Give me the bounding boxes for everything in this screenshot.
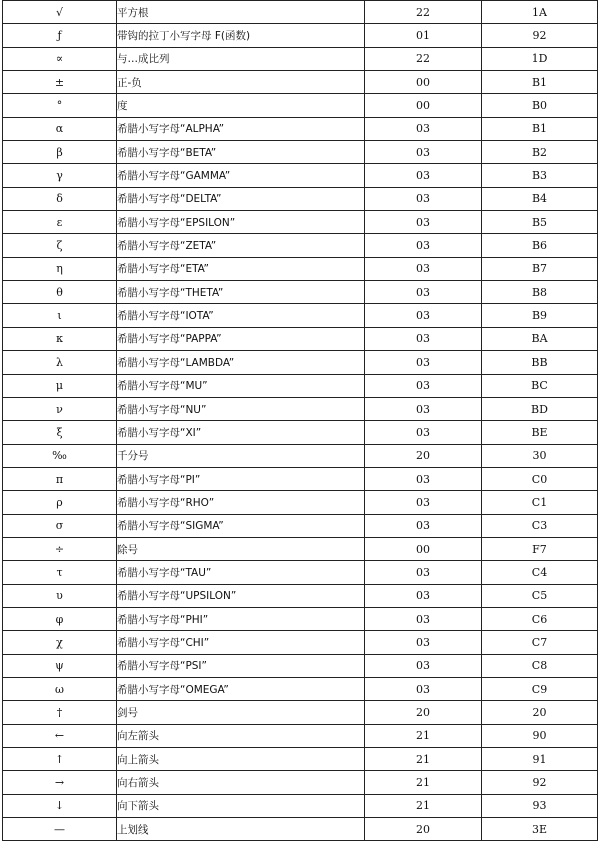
symbol-cell: η [3,257,117,280]
code-low-cell: 93 [482,794,598,817]
table-row [3,47,598,70]
code-low-cell: C9 [482,677,598,700]
table-row [3,164,598,187]
code-high-cell: 01 [365,24,482,47]
description-cell: 希腊小写字母“ETA” [117,257,365,280]
description-cell: 希腊小写字母“PAPPA” [117,327,365,350]
symbol-code-table [2,0,598,841]
symbol-cell: ± [3,71,117,94]
symbol-cell: ζ [3,234,117,257]
code-low-cell: 91 [482,748,598,771]
description-cell: 与…成比列 [117,47,365,70]
table-row [3,724,598,747]
table-row [3,467,598,490]
code-low-cell: C4 [482,561,598,584]
description-cell: 除号 [117,537,365,560]
description-cell: 向下箭头 [117,794,365,817]
symbol-cell: φ [3,607,117,630]
code-low-cell: 1A [482,1,598,24]
code-low-cell: 30 [482,444,598,467]
description-cell: 希腊小写字母“EPSILON” [117,211,365,234]
code-low-cell: B1 [482,71,598,94]
symbol-cell: ρ [3,491,117,514]
code-low-cell: BC [482,374,598,397]
code-high-cell: 03 [365,281,482,304]
description-cell: 带钩的拉丁小写字母 F(函数) [117,24,365,47]
code-high-cell: 03 [365,257,482,280]
code-high-cell: 03 [365,397,482,420]
table-row [3,24,598,47]
code-low-cell: F7 [482,537,598,560]
table-row [3,71,598,94]
symbol-cell: χ [3,631,117,654]
code-high-cell: 20 [365,444,482,467]
table-row [3,281,598,304]
description-cell: 希腊小写字母“TAU” [117,561,365,584]
code-high-cell: 03 [365,211,482,234]
code-high-cell: 22 [365,47,482,70]
code-high-cell: 03 [365,654,482,677]
description-cell: 希腊小写字母“ZETA” [117,234,365,257]
table-row [3,444,598,467]
table-row [3,421,598,444]
symbol-cell: ω [3,677,117,700]
code-high-cell: 00 [365,71,482,94]
symbol-cell: ƒ [3,24,117,47]
code-high-cell: 03 [365,421,482,444]
table-row [3,351,598,374]
description-cell: 希腊小写字母“DELTA” [117,187,365,210]
code-low-cell: BE [482,421,598,444]
symbol-cell: π [3,467,117,490]
description-cell: 希腊小写字母“BETA” [117,141,365,164]
symbol-cell: ↓ [3,794,117,817]
description-cell: 正-负 [117,71,365,94]
description-cell: 希腊小写字母“GAMMA” [117,164,365,187]
code-high-cell: 03 [365,561,482,584]
table-row [3,748,598,771]
symbol-cell: δ [3,187,117,210]
code-low-cell: 3E [482,818,598,841]
table-row [3,1,598,24]
symbol-cell: ÷ [3,537,117,560]
code-low-cell: 20 [482,701,598,724]
table-row [3,304,598,327]
description-cell: 上划线 [117,818,365,841]
description-cell: 向左箭头 [117,724,365,747]
table-row [3,607,598,630]
code-high-cell: 03 [365,374,482,397]
description-cell: 希腊小写字母“PSI” [117,654,365,677]
code-low-cell: BB [482,351,598,374]
table-row [3,654,598,677]
code-high-cell: 03 [365,584,482,607]
code-low-cell: C8 [482,654,598,677]
code-high-cell: 03 [365,117,482,140]
symbol-cell: ° [3,94,117,117]
table-row [3,374,598,397]
description-cell: 平方根 [117,1,365,24]
table-row [3,94,598,117]
code-low-cell: 92 [482,771,598,794]
description-cell: 希腊小写字母“NU” [117,397,365,420]
table-row [3,631,598,654]
code-high-cell: 20 [365,701,482,724]
symbol-cell: υ [3,584,117,607]
symbol-cell: ← [3,724,117,747]
code-high-cell: 03 [365,187,482,210]
code-low-cell: B8 [482,281,598,304]
table-body [3,1,598,841]
symbol-cell: θ [3,281,117,304]
description-cell: 度 [117,94,365,117]
symbol-cell: ‰ [3,444,117,467]
code-high-cell: 03 [365,327,482,350]
description-cell: 希腊小写字母“LAMBDA” [117,351,365,374]
symbol-cell: ψ [3,654,117,677]
code-high-cell: 21 [365,724,482,747]
code-low-cell: B3 [482,164,598,187]
symbol-cell: ξ [3,421,117,444]
code-low-cell: C1 [482,491,598,514]
description-cell: 希腊小写字母“SIGMA” [117,514,365,537]
code-high-cell: 03 [365,677,482,700]
symbol-cell: τ [3,561,117,584]
code-low-cell: 1D [482,47,598,70]
table-row [3,677,598,700]
table-row [3,117,598,140]
description-cell: 希腊小写字母“PHI” [117,607,365,630]
code-high-cell: 03 [365,514,482,537]
symbol-cell: → [3,771,117,794]
code-high-cell: 03 [365,607,482,630]
code-high-cell: 21 [365,794,482,817]
code-high-cell: 20 [365,818,482,841]
code-low-cell: C6 [482,607,598,630]
code-high-cell: 03 [365,304,482,327]
table-row [3,584,598,607]
description-cell: 希腊小写字母“CHI” [117,631,365,654]
code-high-cell: 03 [365,491,482,514]
description-cell: 希腊小写字母“PI” [117,467,365,490]
description-cell: 希腊小写字母“THETA” [117,281,365,304]
code-low-cell: 92 [482,24,598,47]
code-high-cell: 03 [365,234,482,257]
code-high-cell: 03 [365,164,482,187]
description-cell: 向上箭头 [117,748,365,771]
description-cell: 希腊小写字母“OMEGA” [117,677,365,700]
code-high-cell: 03 [365,141,482,164]
table-row [3,327,598,350]
code-low-cell: C7 [482,631,598,654]
code-low-cell: B4 [482,187,598,210]
symbol-cell: κ [3,327,117,350]
symbol-cell: μ [3,374,117,397]
code-low-cell: C5 [482,584,598,607]
table-row [3,491,598,514]
table-row [3,257,598,280]
symbol-cell: † [3,701,117,724]
code-high-cell: 21 [365,748,482,771]
symbol-cell: ∝ [3,47,117,70]
symbol-cell: β [3,141,117,164]
description-cell: 希腊小写字母“ALPHA” [117,117,365,140]
symbol-cell: ν [3,397,117,420]
description-cell: 向右箭头 [117,771,365,794]
code-high-cell: 00 [365,94,482,117]
code-high-cell: 00 [365,537,482,560]
table-row [3,211,598,234]
symbol-cell: ↑ [3,748,117,771]
symbol-cell: σ [3,514,117,537]
description-cell: 希腊小写字母“XI” [117,421,365,444]
table-row [3,187,598,210]
code-low-cell: B6 [482,234,598,257]
table-row [3,701,598,724]
table-row [3,234,598,257]
symbol-cell: λ [3,351,117,374]
symbol-cell: √ [3,1,117,24]
code-high-cell: 22 [365,1,482,24]
table-row [3,514,598,537]
code-low-cell: C0 [482,467,598,490]
code-low-cell: B7 [482,257,598,280]
description-cell: 千分号 [117,444,365,467]
code-high-cell: 21 [365,771,482,794]
code-low-cell: B9 [482,304,598,327]
code-low-cell: 90 [482,724,598,747]
table-row [3,397,598,420]
code-low-cell: C3 [482,514,598,537]
code-high-cell: 03 [365,351,482,374]
table-row [3,561,598,584]
description-cell: 希腊小写字母“UPSILON” [117,584,365,607]
symbol-cell: — [3,818,117,841]
code-low-cell: B1 [482,117,598,140]
table-row [3,818,598,841]
code-low-cell: B2 [482,141,598,164]
table-row [3,537,598,560]
description-cell: 希腊小写字母“MU” [117,374,365,397]
code-low-cell: B0 [482,94,598,117]
table-row [3,794,598,817]
description-cell: 希腊小写字母“RHO” [117,491,365,514]
symbol-cell: ι [3,304,117,327]
code-high-cell: 03 [365,631,482,654]
table-row [3,141,598,164]
code-low-cell: BA [482,327,598,350]
description-cell: 剑号 [117,701,365,724]
symbol-cell: α [3,117,117,140]
description-cell: 希腊小写字母“IOTA” [117,304,365,327]
symbol-cell: ε [3,211,117,234]
code-high-cell: 03 [365,467,482,490]
table-row [3,771,598,794]
code-low-cell: B5 [482,211,598,234]
symbol-cell: γ [3,164,117,187]
code-low-cell: BD [482,397,598,420]
